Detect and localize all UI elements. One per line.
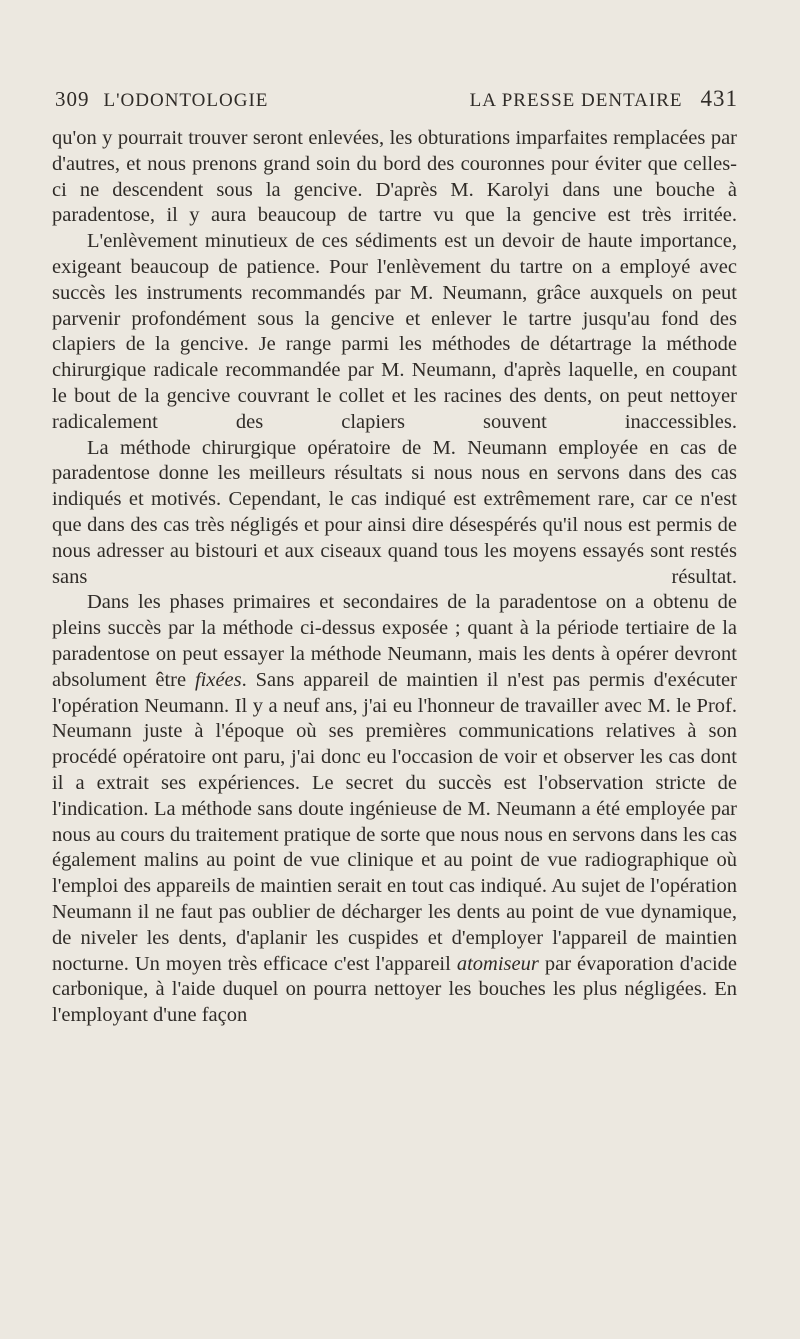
body-text [52, 126, 737, 1029]
section-title: LA PRESSE DENTAIRE [469, 90, 683, 111]
paragraph-1: qu'on y pourrait trouver seront enlevées, les obturations imparfaites remplacées par d'autres, et nous prenons grand soin du bord des couronnes pour éviter que celles-ci ne descendent sous la gencive. D'après M. Karolyi dans une bouche à paradentose, il y aura beaucoup de tartre vu que la gencive est très irritée. [52, 127, 737, 227]
paragraph-2: L'enlèvement minutieux de ces sédiments est un devoir de haute importance, exigeant beaucoup de patience. Pour l'enlèvement du tartre on a employé avec succès les instruments recommandés par M. Neumann, grâce auxquels on peut parvenir profondément sous la gencive et enlever le tartre jusqu'au fond des clapiers de la gencive. Je range parmi les méthodes de détartrage la méthode chirurgique radicale recommandée par M. Neumann, d'après laquelle, en coupant le bout de la gencive couvrant le collet et les racines des dents, on peut nettoyer radicalement des clapiers souvent inaccessibles. [52, 230, 737, 433]
emphasis-fixees: fixées [194, 668, 242, 691]
paragraph-3: La méthode chirurgique opératoire de M. Neumann employée en cas de paradentose donne les meilleurs résultats si nous nous en servons dans des cas indiqués et motivés. Cependant, le cas indiqué est extrêmement rare, car ce n'est que dans des cas très négligés et pour ainsi dire désespérés qu'il nous est permis de nous adresser au bistouri et aux ciseaux quand tous les moyens essayés sont restés sans résultat. [52, 436, 737, 588]
journal-title: L'ODONTOLOGIE [103, 90, 269, 111]
emphasis-atomiseur: atomiseur [456, 952, 539, 975]
page-number-left: 309 [55, 87, 90, 111]
paragraph-4: Dans les phases primaires et secondaires de la paradentose on a obtenu de pleins succès par la méthode ci-dessus exposée ; quant à la période tertiaire de la paradentose on peut essayer la méthode Neumann, mais les dents à opérer devront absolument être fixées. Sans appareil de maintien il n'est pas permis d'exécuter l'opération Neumann. Il y a neuf ans, j'ai eu l'honneur de travailler avec M. le Prof. Neumann juste à l'époque où ses premières communications relatives à son procédé opératoire ont paru, j'ai donc eu l'occasion de voir et observer les cas dont il a extrait ses expériences. Le secret du succès est l'observation stricte de l'indication. La méthode sans doute ingénieuse de M. Neumann a été employée par nous au cours du traitement pratique de sorte que nous nous en servons dans les cas également malins au point de vue clinique et au point de vue radiographique où l'emploi des appareils de maintien serait en tout cas indiqué. Au sujet de l'opération Neumann il ne faut pas oublier de décharger les dents au point de vue dynamique, de niveler les dents, d'aplanir les cuspides et d'employer l'appareil de maintien nocturne. Un moyen très efficace c'est l'appareil atomiseur par évaporation d'acide carbonique, à l'aide duquel on pourra nettoyer les bouches les plus négligées. En l'employant d'une façon [52, 591, 737, 1027]
running-header [55, 86, 738, 112]
page-number-right: 431 [700, 86, 738, 111]
